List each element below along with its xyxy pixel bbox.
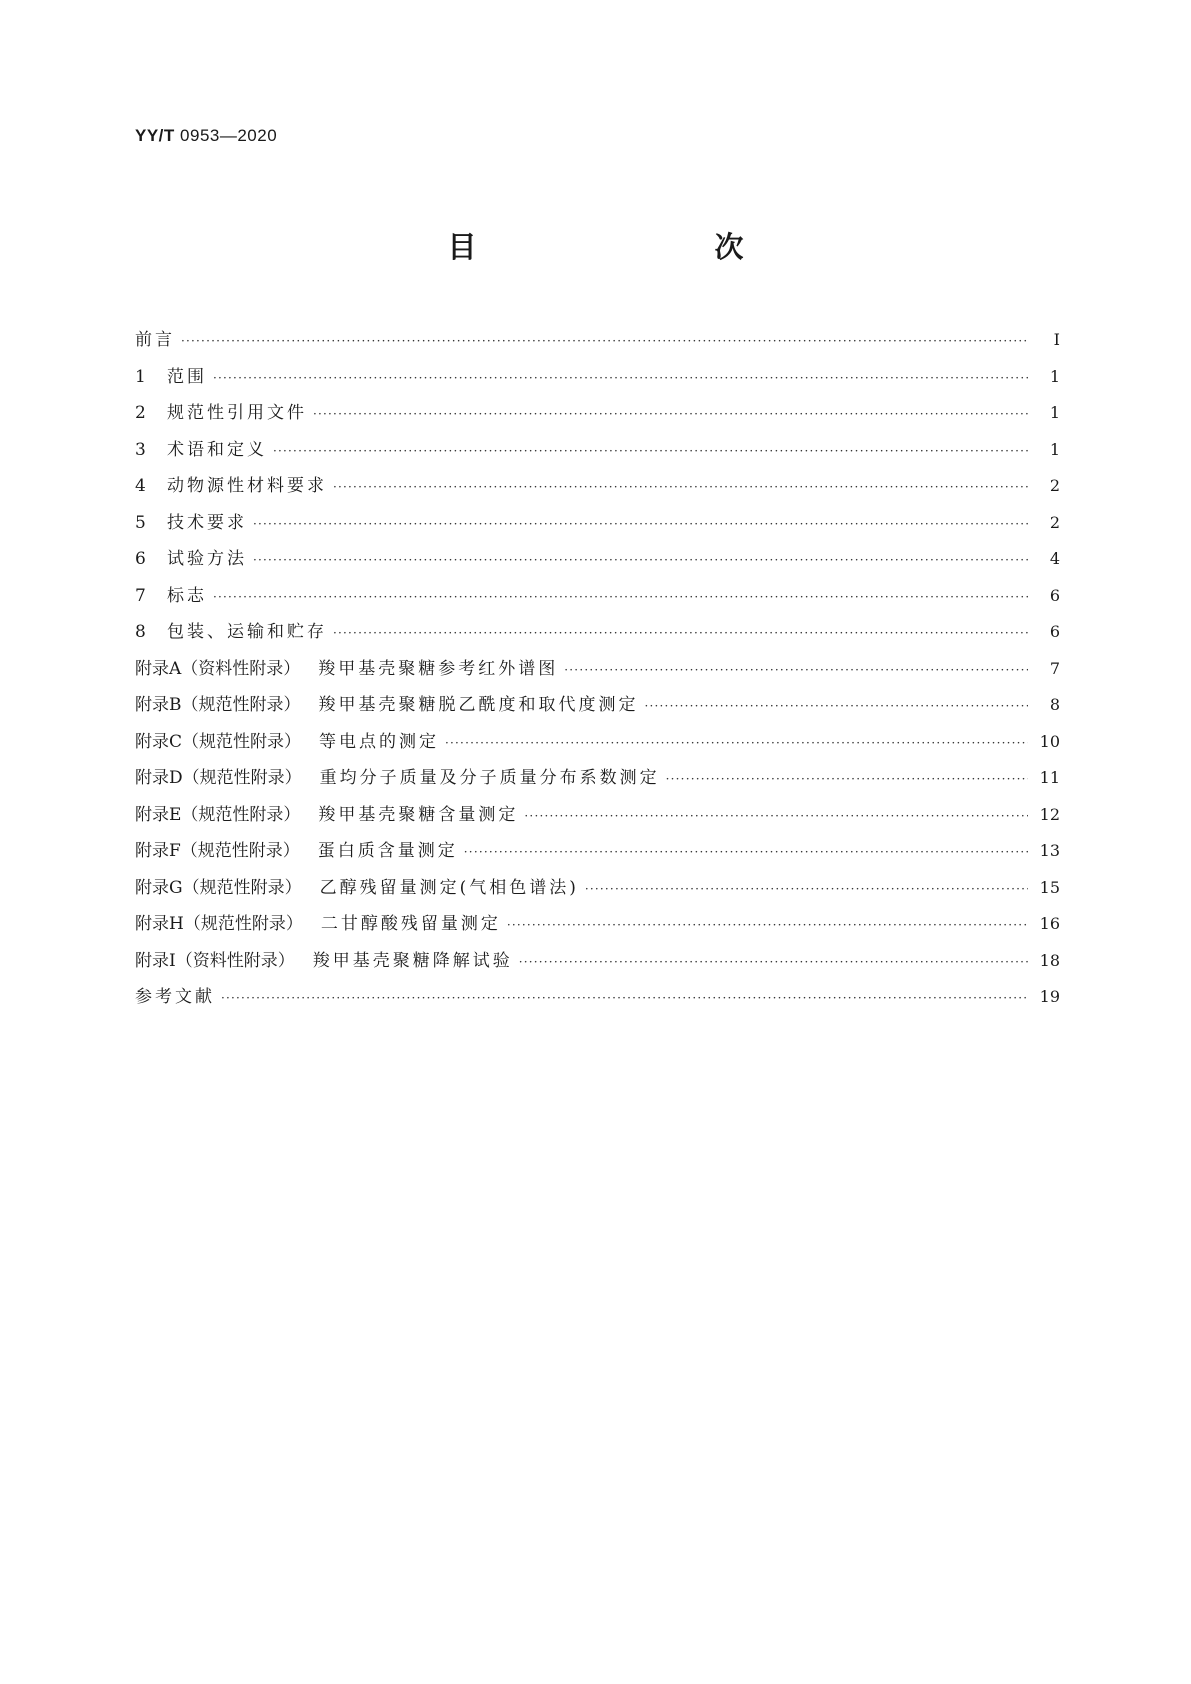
toc-entry-page: 1 [1049, 403, 1060, 422]
toc-entry-page: 11 [1039, 768, 1060, 787]
toc-entry-label: 重均分子质量及分子质量分布系数测定 [319, 768, 660, 788]
toc-entry-page: Ⅰ [1053, 330, 1060, 349]
dot-leader [445, 737, 1028, 749]
dot-leader [464, 846, 1028, 858]
toc-entry-number: 5 [135, 512, 146, 533]
dot-leader [333, 481, 1028, 493]
toc-appendix-label: 附录C（规范性附录） [135, 731, 302, 752]
toc-entry-page: 10 [1039, 731, 1060, 751]
toc-entry-appendix-d[interactable] [135, 763, 1060, 800]
toc-entry-label: 动物源性材料要求 [167, 476, 327, 496]
toc-entry-label: 规范性引用文件 [167, 403, 307, 423]
dot-leader [213, 372, 1028, 384]
toc-entry-label: 技术要求 [167, 512, 247, 533]
dot-leader [507, 919, 1028, 931]
toc-entry-label: 范围 [167, 366, 207, 387]
dot-leader [333, 627, 1028, 639]
toc-entry-page: 2 [1049, 476, 1060, 495]
dot-leader [253, 518, 1028, 530]
toc-entry-page: 6 [1049, 585, 1060, 605]
toc-entry-appendix-e[interactable] [135, 800, 1060, 837]
standard-code: 0953—2020 [180, 126, 278, 145]
toc-entry-section-5[interactable] [135, 508, 1060, 545]
toc-entry-page: 19 [1039, 987, 1060, 1006]
toc-entry-section-8[interactable] [135, 617, 1060, 654]
toc-entry-label: 参考文献 [135, 987, 215, 1007]
dot-leader [181, 335, 1028, 347]
dot-leader [524, 810, 1028, 822]
dot-leader [645, 700, 1029, 712]
table-of-contents [135, 325, 1060, 1019]
dot-leader [253, 554, 1028, 566]
toc-entry-number: 6 [135, 549, 146, 569]
toc-entry-label: 试验方法 [167, 549, 247, 569]
toc-entry-appendix-g[interactable] [135, 873, 1060, 910]
standard-number [135, 126, 277, 146]
toc-entry-label: 羧甲基壳聚糖参考红外谱图 [318, 658, 559, 679]
dot-leader [585, 883, 1028, 895]
toc-appendix-label: 附录B（规范性附录） [135, 695, 301, 715]
toc-appendix-label: 附录E（规范性附录） [135, 804, 301, 825]
dot-leader [666, 773, 1028, 785]
toc-entry-appendix-a[interactable] [135, 654, 1060, 691]
toc-entry-appendix-h[interactable] [135, 909, 1060, 946]
dot-leader [221, 992, 1028, 1004]
toc-entry-label: 等电点的测定 [319, 731, 440, 752]
toc-entry-label: 蛋白质含量测定 [317, 841, 458, 861]
toc-entry-section-1[interactable] [135, 362, 1060, 399]
toc-entry-page: 16 [1039, 914, 1060, 933]
toc-entry-appendix-c[interactable] [135, 727, 1060, 764]
page-title: 目 次 [447, 230, 804, 264]
toc-entry-page: 12 [1039, 804, 1060, 824]
toc-entry-label: 羧甲基壳聚糖降解试验 [312, 950, 513, 971]
toc-entry-number: 3 [135, 439, 146, 460]
dot-leader [313, 408, 1028, 420]
toc-entry-foreword[interactable] [135, 325, 1060, 362]
toc-entry-label: 羧甲基壳聚糖脱乙酰度和取代度测定 [318, 695, 639, 715]
toc-appendix-label: 附录A（资料性附录） [135, 658, 301, 679]
toc-appendix-label: 附录F（规范性附录） [135, 841, 300, 861]
toc-appendix-label: 附录G（规范性附录） [135, 877, 302, 898]
standard-prefix: YY/T [135, 126, 175, 145]
toc-entry-appendix-b[interactable] [135, 690, 1060, 727]
toc-entry-page: 6 [1049, 622, 1060, 641]
toc-entry-section-2[interactable] [135, 398, 1060, 435]
toc-entry-label: 羧甲基壳聚糖含量测定 [318, 804, 519, 825]
toc-entry-label: 包装、运输和贮存 [167, 622, 327, 642]
toc-entry-bibliography[interactable] [135, 982, 1060, 1019]
toc-entry-number: 2 [135, 403, 146, 423]
toc-entry-number: 8 [135, 622, 146, 642]
toc-entry-page: 2 [1049, 512, 1060, 532]
toc-entry-label: 术语和定义 [167, 439, 267, 460]
toc-entry-label: 标志 [167, 585, 207, 606]
toc-entry-label: 前言 [135, 330, 175, 350]
dot-leader [213, 591, 1028, 603]
toc-appendix-label: 附录D（规范性附录） [135, 768, 302, 788]
toc-entry-section-7[interactable] [135, 581, 1060, 618]
toc-appendix-label: 附录H（规范性附录） [135, 914, 303, 934]
toc-entry-section-3[interactable] [135, 435, 1060, 472]
dot-leader [519, 956, 1028, 968]
toc-entry-label: 乙醇残留量测定(气相色谱法) [319, 877, 579, 898]
toc-entry-page: 1 [1049, 439, 1060, 459]
toc-appendix-label: 附录I（资料性附录） [135, 950, 295, 971]
dot-leader [273, 445, 1028, 457]
toc-entry-number: 1 [135, 366, 146, 387]
toc-entry-page: 15 [1039, 877, 1060, 897]
dot-leader [564, 664, 1028, 676]
toc-entry-page: 8 [1049, 695, 1060, 714]
toc-entry-page: 4 [1049, 549, 1060, 568]
toc-entry-page: 13 [1039, 841, 1060, 860]
toc-entry-page: 1 [1049, 366, 1060, 386]
toc-entry-page: 7 [1049, 658, 1060, 678]
toc-entry-number: 4 [135, 476, 146, 496]
toc-entry-appendix-i[interactable] [135, 946, 1060, 983]
toc-entry-section-4[interactable] [135, 471, 1060, 508]
toc-entry-appendix-f[interactable] [135, 836, 1060, 873]
toc-entry-number: 7 [135, 585, 146, 606]
toc-entry-page: 18 [1039, 950, 1060, 970]
toc-entry-label: 二甘醇酸残留量测定 [320, 914, 501, 934]
toc-entry-section-6[interactable] [135, 544, 1060, 581]
